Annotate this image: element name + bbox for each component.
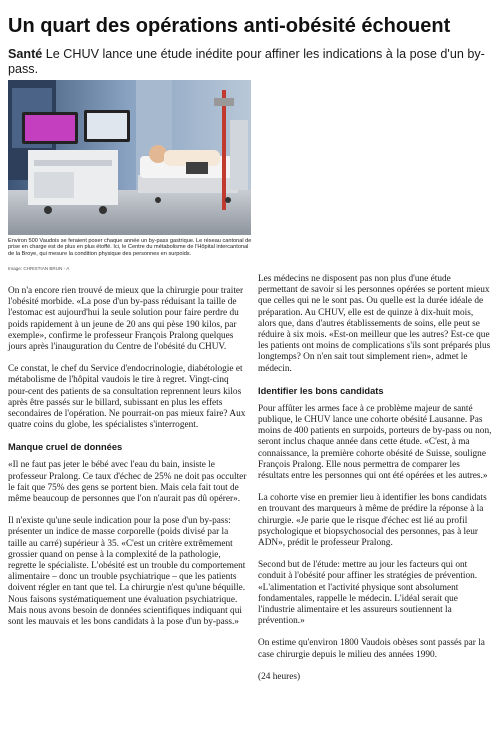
photo-illustration [8,80,251,235]
paragraph: On estime qu'environ 1800 Vaudois obèses sont passés par la case chirurgie depuis le milieu des années 1990. [258,638,485,660]
paragraph: La cohorte vise en premier lieu à identifier les bons candidats en trouvant des marqueurs à même de prédire la réponse à la chirurgie. «Je parie que le risque d'échec est lié au profil psychologique et biopsychosocial des personnes, pas à leur ADN», prédit le professeur Pralong. [258,493,487,549]
article-column-left [8,286,248,639]
paragraph: Second but de l'étude: mettre au jour les facteurs qui ont conduit à l'obésité pour affiner les stratégies de prévention. «L'alimentation et l'activité physique sont absolument fondamentales, rappelle le médecin. L'idéal serait que l'industrie alimentaire et les assureurs soutiennent la prévention.» [258,560,478,627]
photo-caption: Environ 500 Vaudois se feraient poser chaque année un by-pass gastrique. Le réseau cantonal de prise en charge est de plus en plus étoffé. Ici, le Centre du métabolisme de l'Hôpital intercantonal de la Broye, qui mesure la condition physique des personnes en surpoids. [8,238,252,257]
paragraph: Il n'existe qu'une seule indication pour la pose d'un by-pass: présenter un indice de masse corporelle (poids divisé par la taille au carré) supérieur à 35. «C'est un critère extrêmement grossier quand on pense à la complexité de la pathologie, regrette le spécialiste. L'obésité est un trouble du comportement alimentaire – donc un trouble psychiatrique – que les patients doivent régler en tant que tel. La chirurgie n'est qu'une béquille. Nous faisons systématiquement une évaluation psychiatrique. Mais nous avons besoin de données scientifiques indiquant qui sont les mauvais et les bons candidats à la pose d'un by-pass.» [8,516,246,628]
section-heading: Identifier les bons candidats [258,385,384,396]
article-photo [8,80,251,235]
paragraph: Ce constat, le chef du Service d'endocrinologie, diabétologie et métabolisme de l'hôpital vaudois le tire à regret. Vingt-cinq pour-cent des patients de sa consultation reprennent leurs kilos après être passés sur le billard, subissant en plus les effets secondaires de l'opération. Ne pourrait-on pas mieux faire? Aux quatre coins du globe, les spécialistes s'interrogent. [8,364,246,431]
paragraph: Pour affûter les armes face à ce problème majeur de santé publique, le CHUV lance une cohorte obésité Lausanne. Pas moins de 400 patients en surpoids, porteurs de by-pass ou non, seront inclus chaque année dans cette étude. «C'est, à ma connaissance, la première cohorte obésité de Suisse, souligne François Pralong. Elle nous permettra de comparer les résultats entre les personnes qui ont été opérées et les autres.» [258,403,492,482]
article-lead [8,47,490,77]
paragraph: Les médecins ne disposent pas non plus d'une étude permettant de savoir si les personnes opérées se portent mieux que celles qui ne le sont pas. Ou quelle est la durée idéale de préparation. Au CHUV, elle est de quinze à dix-huit mois, alors que, dans d'autres établissements de soins, elle peut se réduire à six mois. «Est-on meilleur que les autres? Est-ce que les patients ont moins de complications s'ils sont préparés plus longtemps? On n'en sait tout simplement rien», admet le médecin. [258,274,491,374]
article-column-right [258,274,492,694]
paragraph: «Il ne faut pas jeter le bébé avec l'eau du bain, insiste le professeur Pralong. Ce taux d'échec de 25% ne doit pas occulter le fait que 75% des gens se portent bien. Mais cela fait tout de même beaucoup de personnes que l'on n'aurait pas dû opérer». [8,460,247,505]
section-heading: Manque cruel de données [8,442,123,453]
lead-text: Le CHUV lance une étude inédite pour affiner les indications à la pose d'un by-pass. [8,47,485,76]
article-headline: Un quart des opérations anti-obésité échouent [8,15,451,38]
rubric-label: Santé [8,47,43,61]
paragraph: On n'a encore rien trouvé de mieux que la chirurgie pour traiter l'obésité morbide. «La pose d'un by-pass réduisant la taille de l'estomac est aujourd'hui la seule solution pour faire perdre du poids rapidement à un jeune de 20 ans qui pèse 190 kilos, par exemple», confirme le professeur François Pralong quelques jours après l'inauguration du Centre de l'obésité du CHUV. [8,286,244,353]
article-signature: (24 heures) [258,671,301,682]
photo-credit: Image: CHRISTIAN BRUN - A [8,266,70,271]
